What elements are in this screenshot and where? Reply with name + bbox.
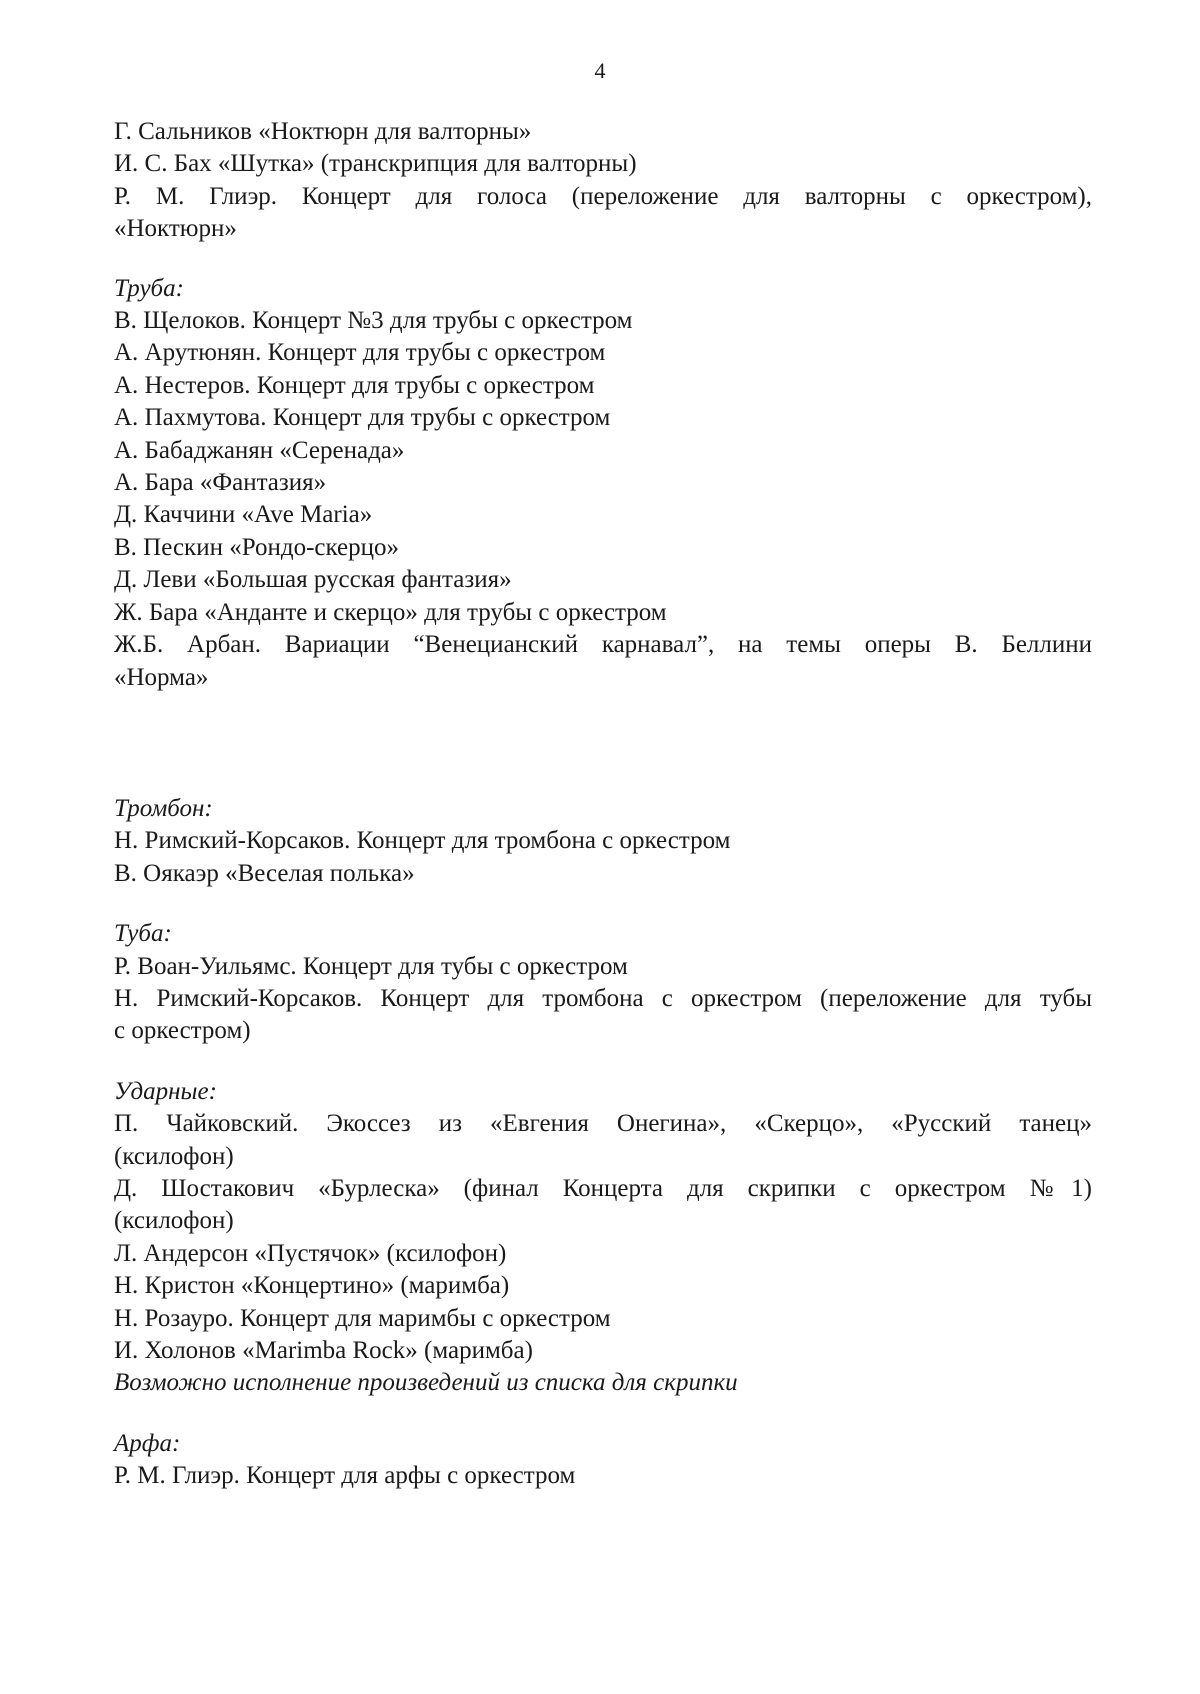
list-item: А. Нестеров. Концерт для трубы с оркестром (114, 371, 595, 399)
list-item: (ксилофон) (114, 1142, 234, 1170)
list-item: Р. М. Глиэр. Концерт для арфы с оркестром (114, 1462, 576, 1490)
list-item: В. Щелоков. Концерт №3 для трубы с оркестром (114, 307, 633, 335)
section-heading-harp: Арфа: (114, 1429, 181, 1457)
list-item: «Ноктюрн» (114, 215, 237, 243)
list-item: Д. Леви «Большая русская фантазия» (114, 566, 512, 594)
percussion-section (114, 1076, 1092, 1400)
list-item: с оркестром) (114, 1017, 251, 1045)
page-number: 4 (594, 58, 606, 83)
list-item: Ж. Бара «Анданте и скерцо» для трубы с оркестром (114, 598, 667, 626)
horn-section-continued (114, 116, 1092, 246)
list-item: Г. Сальников «Ноктюрн для валторны» (114, 118, 532, 145)
list-item: И. С. Бах «Шутка» (транскрипция для валторны) (114, 150, 637, 178)
list-item: Н. Кристон «Концертино» (маримба) (114, 1272, 510, 1300)
harp-section (114, 1428, 1092, 1493)
list-item: А. Пахмутова. Концерт для трубы с оркестром (114, 404, 611, 432)
list-item: Л. Андерсон «Пустячок» (ксилофон) (114, 1239, 507, 1267)
list-item: А. Арутюнян. Концерт для трубы с оркестром (114, 339, 606, 367)
list-item: Д. Каччини «Ave Maria» (114, 501, 373, 529)
list-item: П. Чайковский. Экоссез из «Евгения Онегина», «Скерцо», «Русский танец» (114, 1110, 1092, 1138)
list-item: А. Бабаджанян «Серенада» (114, 436, 405, 464)
section-heading-trumpet: Труба: (114, 274, 184, 302)
list-item: В. Оякаэр «Веселая полька» (114, 859, 415, 887)
list-item: Н. Розауро. Концерт для маримбы с оркестром (114, 1304, 611, 1332)
list-item: И. Холонов «Marimba Rock» (маримба) (114, 1337, 533, 1364)
list-item: В. Пескин «Рондо-скерцо» (114, 533, 399, 561)
tuba-section (114, 918, 1092, 1048)
percussion-note: Возможно исполнение произведений из списка для скрипки (114, 1369, 738, 1397)
section-heading-tuba: Туба: (114, 920, 172, 948)
list-item: «Норма» (114, 663, 209, 691)
list-item: Н. Римский-Корсаков. Концерт для тромбона с оркестром (переложение для тубы (114, 984, 1092, 1012)
trumpet-section (114, 273, 1092, 694)
list-item: А. Бара «Фантазия» (114, 469, 327, 497)
list-item: Р. Воан-Уильямс. Концерт для тубы с оркестром (114, 952, 628, 980)
document-body (114, 116, 1092, 1493)
list-item: Н. Римский-Корсаков. Концерт для тромбона с оркестром (114, 827, 731, 855)
list-item: Д. Шостакович «Бурлеска» (финал Концерта для скрипки с оркестром №1) (114, 1174, 1092, 1202)
list-item: Р. М. Глиэр. Концерт для голоса (переложение для валторны с оркестром), (114, 182, 1092, 210)
list-item: (ксилофон) (114, 1207, 234, 1235)
trombone-section (114, 793, 1092, 890)
section-heading-percussion: Ударные: (114, 1077, 217, 1105)
section-heading-trombone: Тромбон: (114, 794, 213, 822)
list-item: Ж.Б. Арбан. Вариации “Венецианский карнавал”, на темы оперы В. Беллини (114, 631, 1092, 659)
